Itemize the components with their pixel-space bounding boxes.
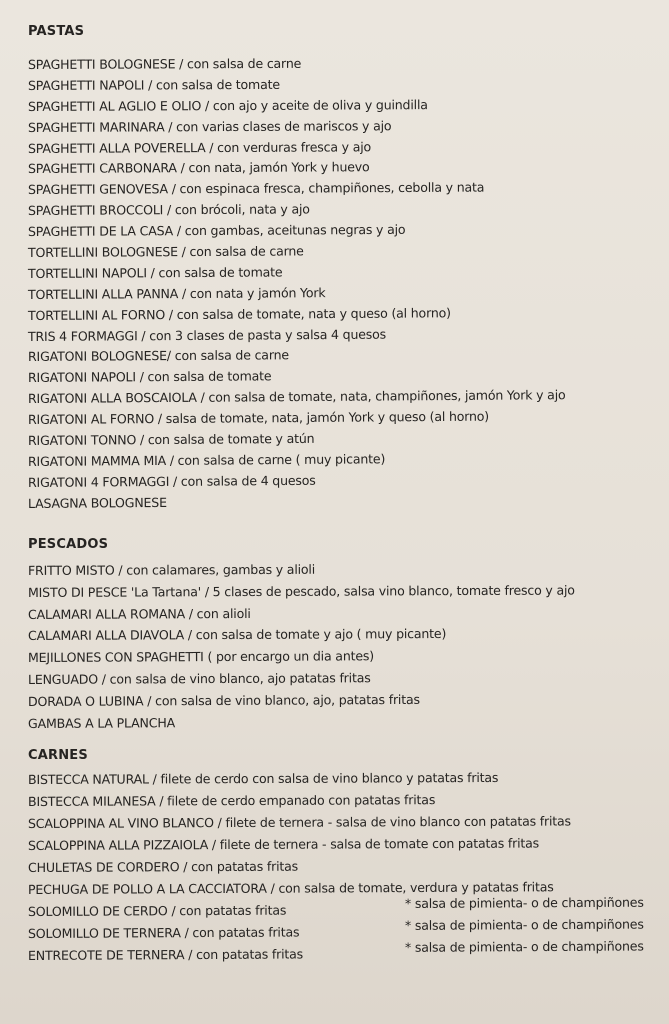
menu-item-text: LENGUADO / con salsa de vino blanco, ajo patatas fritas (27, 670, 371, 687)
menu-item-text: MISTO DI PESCE 'La Tartana' / 5 clases de pescado, salsa vino blanco, tomate fresco y ajo (27, 582, 575, 600)
menu-item-text: DORADA O LUBINA / con salsa de vino blanco, ajo, patatas fritas (27, 691, 420, 709)
menu-item-text: RIGATONI 4 FORMAGGI / con salsa de 4 quesos (27, 472, 316, 490)
section-title: PESCADOS (28, 537, 109, 552)
menu-item-text: LASAGNA BOLOGNESE (27, 494, 167, 511)
menu-item (28, 791, 649, 816)
menu-item-text: BISTECCA MILANESA / filete de cerdo empanado con patatas fritas (27, 792, 436, 809)
menu-item (28, 712, 649, 737)
section-title: CARNES (28, 748, 88, 763)
menu-item-text: TORTELLINI AL FORNO / con salsa de tomate, nata y queso (al horno) (27, 304, 451, 323)
menu-item-text: RIGATONI AL FORNO / salsa de tomate, nata, jamón York y queso (al horno) (27, 408, 490, 428)
menu-item-text: RIGATONI ALLA BOSCAIOLA / con salsa de tomate, nata, champiñones, jamón York y ajo (27, 387, 566, 407)
menu-item-text: TORTELLINI BOLOGNESE / con salsa de carne (27, 243, 304, 261)
menu-item (27, 938, 649, 970)
menu-item (28, 117, 649, 141)
section-pastas (28, 24, 649, 517)
menu-item-text: SCALOPPINA ALLA PIZZAIOLA / filete de ternera - salsa de tomate con patatas fritas (27, 835, 540, 853)
menu-item-text: SCALOPPINA AL VINO BLANCO / filete de ternera - salsa de vino blanco con patatas fritas (27, 813, 571, 831)
sauce-note: * salsa de pimienta- o de champiñones (404, 916, 644, 933)
menu-item-text: TORTELLINI NAPOLI / con salsa de tomate (27, 264, 283, 281)
menu-item-text: SPAGHETTI GENOVESA / con espinaca fresca, champiñones, cebolla y nata (27, 179, 485, 198)
menu-item-text: SPAGHETTI CARBONARA / con nata, jamón York y huevo (27, 159, 370, 177)
menu-item-text: SPAGHETTI ALLA POVERELLA / con verduras fresca y ajo (27, 138, 372, 156)
menu-item (28, 813, 649, 838)
section-title: PASTAS (28, 24, 85, 39)
menu-item-text: PECHUGA DE POLLO A LA CACCIATORA / con salsa de tomate, verdura y patatas fritas (27, 879, 554, 897)
sauce-note: * salsa de pimienta- o de champiñones (404, 894, 644, 911)
section-carnes (28, 748, 649, 970)
menu-item-text: SOLOMILLO DE CERDO / con patatas fritas (27, 902, 287, 919)
section-pescados (28, 537, 649, 737)
menu-item-text: SPAGHETTI DE LA CASA / con gambas, aceitunas negras y ajo (27, 221, 406, 240)
menu-item (28, 669, 649, 694)
menu-item (28, 582, 649, 607)
menu-item-text: SPAGHETTI BOLOGNESE / con salsa de carne (27, 55, 302, 72)
menu-item-text: RIGATONI BOLOGNESE/ con salsa de carne (27, 347, 289, 365)
menu-item-text: RIGATONI MAMMA MIA / con salsa de carne ( muy picante) (27, 451, 386, 469)
menu-item-text: SPAGHETTI AL AGLIO E OLIO / con ajo y aceite de oliva y guindilla (27, 96, 428, 114)
menu-item (28, 560, 649, 585)
menu-item-text: MEJILLONES CON SPAGHETTI ( por encargo un dia antes) (27, 648, 374, 666)
menu-item-text: RIGATONI TONNO / con salsa de tomate y atún (27, 430, 315, 449)
menu-item-text: BISTECCA NATURAL / filete de cerdo con salsa de vino blanco y patatas fritas (27, 769, 499, 787)
menu-list (28, 563, 649, 737)
menu-item (28, 75, 649, 99)
menu-list (28, 57, 649, 517)
menu-item-text: RIGATONI NAPOLI / con salsa de tomate (27, 368, 272, 386)
menu-item-text: ENTRECOTE DE TERNERA / con patatas fritas (27, 946, 304, 963)
menu-item-text: SOLOMILLO DE TERNERA / con patatas fritas (27, 924, 300, 941)
sauce-note: * salsa de pimienta- o de champiñones (404, 938, 644, 955)
menu-item (28, 769, 649, 794)
menu-item-text: TORTELLINI ALLA PANNA / con nata y jamón York (27, 284, 326, 302)
menu-item (28, 690, 649, 715)
menu-item (28, 835, 649, 860)
menu-item-text: SPAGHETTI NAPOLI / con salsa de tomate (27, 76, 280, 93)
menu-item-text: CALAMARI ALLA DIAVOLA / con salsa de tomate y ajo ( muy picante) (27, 626, 447, 644)
menu-item-text: TRIS 4 FORMAGGI / con 3 clases de pasta y salsa 4 quesos (27, 326, 387, 344)
menu-item (28, 96, 649, 120)
menu-item-text: CHULETAS DE CORDERO / con patatas fritas (27, 858, 299, 875)
menu-item-text: SPAGHETTI MARINARA / con varias clases de mariscos y ajo (27, 117, 392, 135)
menu-item-text: SPAGHETTI BROCCOLI / con brócoli, nata y ajo (27, 201, 310, 219)
menu-item-text: CALAMARI ALLA ROMANA / con alioli (27, 605, 251, 622)
menu-item (28, 54, 649, 78)
menu-item-text: FRITTO MISTO / con calamares, gambas y alioli (27, 561, 316, 578)
menu-item-text: GAMBAS A LA PLANCHA (27, 714, 176, 731)
menu-list (27, 769, 649, 970)
menu-item (28, 857, 649, 882)
menu-item (28, 491, 649, 517)
